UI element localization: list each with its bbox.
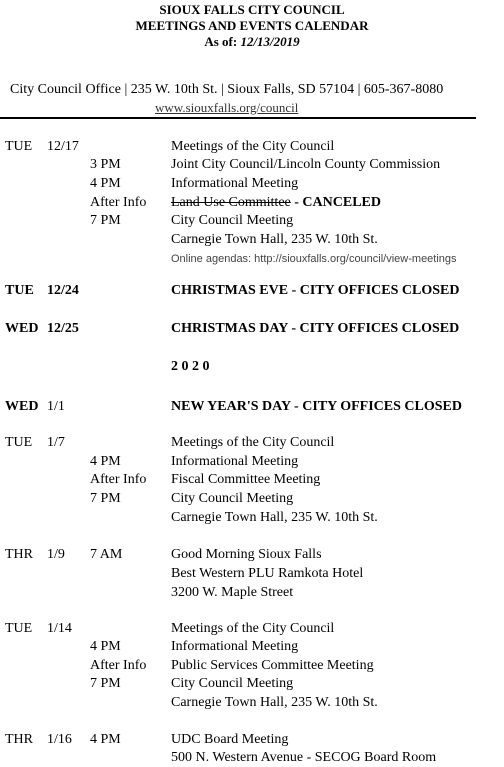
event-line: Public Services Committee Meeting (171, 658, 374, 673)
event-time: 4 PM (90, 176, 121, 191)
event-day: TUE (5, 435, 33, 450)
header-divider (0, 117, 476, 119)
event-time: After Info (90, 472, 147, 487)
event-time: 4 PM (90, 639, 121, 654)
event-date: 12/25 (47, 321, 79, 336)
event-time: 3 PM (90, 157, 121, 172)
event-address: 3200 W. Maple Street (171, 585, 294, 600)
event-day: TUE (5, 283, 34, 298)
event-date: 12/24 (47, 283, 79, 298)
event-day: TUE (5, 621, 33, 636)
event-day: WED (5, 321, 39, 336)
event-day: THR (5, 547, 33, 562)
holiday-line: CHRISTMAS DAY - CITY OFFICES CLOSED (171, 321, 460, 336)
event-date: 12/17 (47, 139, 79, 154)
event-day: THR (5, 732, 33, 747)
event-location: Carnegie Town Hall, 235 W. 10th St. (171, 510, 378, 525)
event-date: 1/9 (47, 547, 65, 562)
event-line: City Council Meeting (171, 213, 294, 228)
event-line: City Council Meeting (171, 676, 294, 691)
event-line: Meetings of the City Council (171, 435, 335, 450)
event-time: After Info (90, 658, 147, 673)
event-line: Informational Meeting (171, 639, 299, 654)
year-heading: 2 0 2 0 (171, 359, 210, 374)
event-time: 4 PM (90, 732, 121, 747)
event-line: Meetings of the City Council (171, 139, 335, 154)
event-line: Fiscal Committee Meeting (171, 472, 321, 487)
as-of-line (0, 34, 504, 49)
event-location: 500 N. Western Avenue - SECOG Board Room (171, 750, 437, 765)
calendar-title: MEETINGS AND EVENTS CALENDAR (135, 18, 369, 33)
canceled-status: - CANCELED (290, 195, 381, 210)
event-date: 1/7 (47, 435, 65, 450)
event-day: WED (5, 399, 39, 414)
office-address: City Council Office | 235 W. 10th St. | Sioux Falls, SD 57104 | 605-367-8080 (10, 82, 444, 97)
event-time: 7 PM (90, 676, 121, 691)
event-time: 4 PM (90, 454, 121, 469)
event-line: UDC Board Meeting (171, 732, 289, 747)
calendar-org-title: SIOUX FALLS CITY COUNCIL (159, 2, 345, 17)
event-date: 1/1 (47, 399, 65, 414)
as-of-label: As of: (204, 34, 241, 49)
event-date: 1/16 (47, 732, 72, 747)
event-time: 7 PM (90, 491, 121, 506)
event-line: City Council Meeting (171, 491, 294, 506)
event-line: Informational Meeting (171, 454, 299, 469)
event-line: Meetings of the City Council (171, 621, 335, 636)
event-time: After Info (90, 195, 147, 210)
event-time: 7 AM (90, 547, 123, 562)
as-of-date: 12/13/2019 (240, 34, 300, 49)
event-location: Carnegie Town Hall, 235 W. 10th St. (171, 695, 378, 710)
canceled-event-name: Land Use Committee (171, 195, 291, 210)
event-day: TUE (5, 139, 33, 154)
canceled-event-line (171, 195, 381, 211)
event-time: 7 PM (90, 213, 121, 228)
event-location: Best Western PLU Ramkota Hotel (171, 566, 364, 581)
event-line: Informational Meeting (171, 176, 299, 191)
event-date: 1/14 (47, 621, 72, 636)
event-location: Carnegie Town Hall, 235 W. 10th St. (171, 232, 378, 247)
event-line: Good Morning Sioux Falls (171, 547, 322, 562)
online-agendas-link[interactable]: Online agendas: http://siouxfalls.org/council/view-meetings (171, 253, 457, 265)
holiday-line: CHRISTMAS EVE - CITY OFFICES CLOSED (171, 283, 460, 298)
event-line: Joint City Council/Lincoln County Commission (171, 157, 441, 172)
council-website-link[interactable]: www.siouxfalls.org/council (155, 100, 299, 115)
holiday-line: NEW YEAR'S DAY - CITY OFFICES CLOSED (171, 399, 462, 414)
